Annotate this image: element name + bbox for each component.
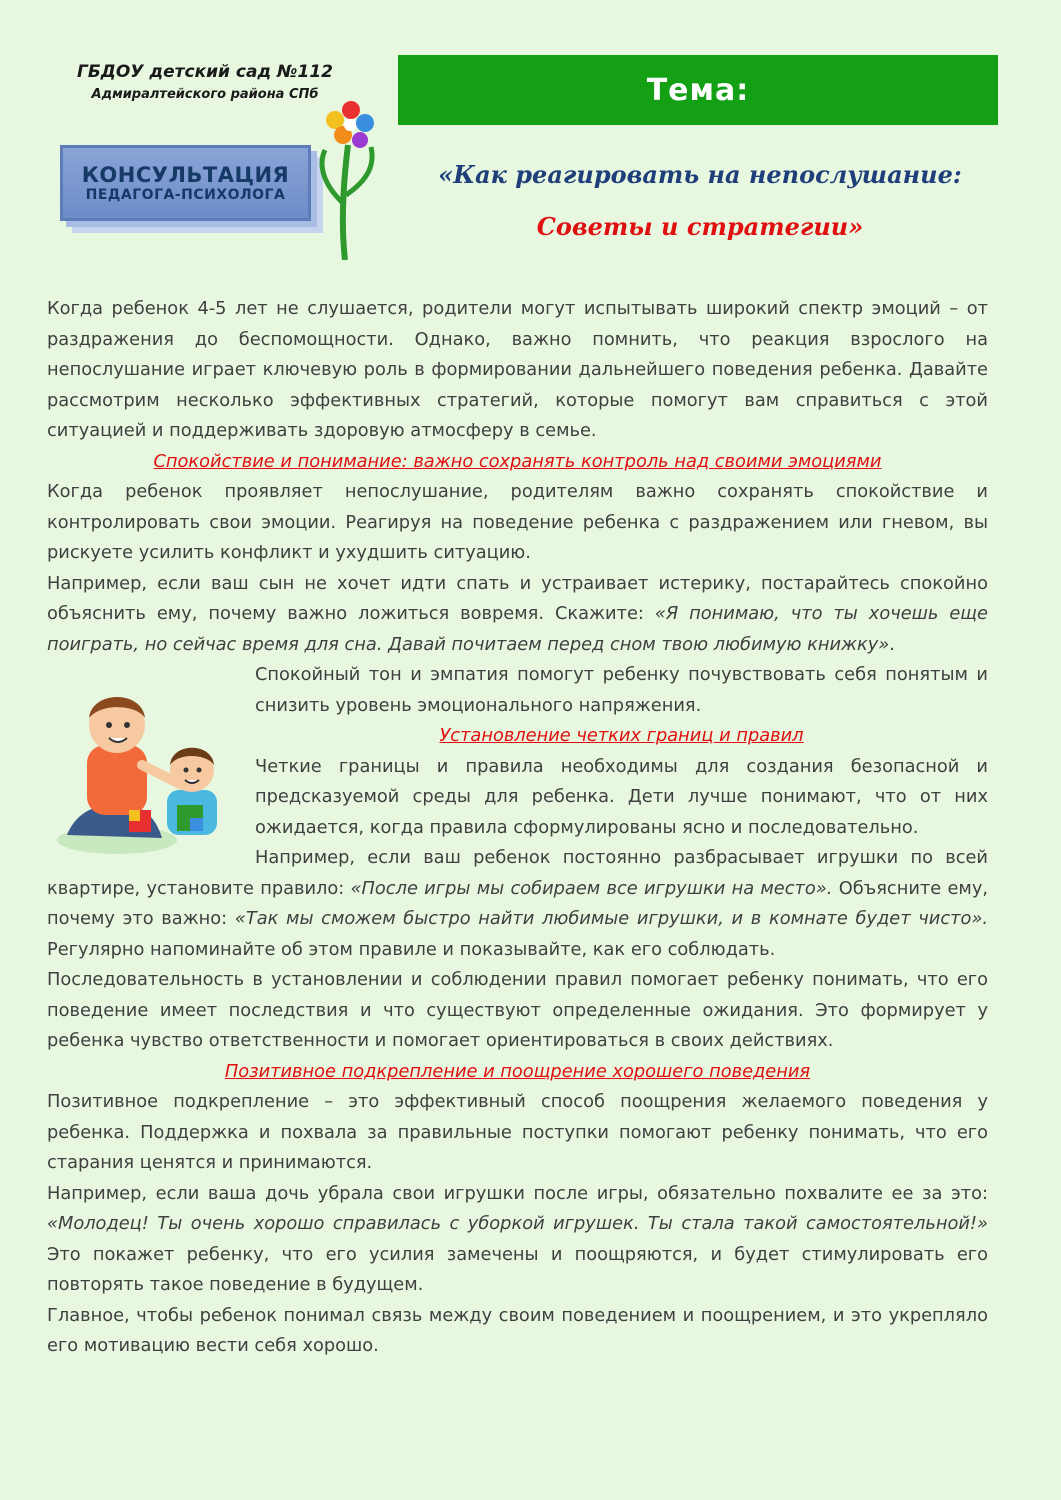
calm-text: Например, если ваш сын не хочет идти спать и устраивает истерику, постарайтесь спокойно объяснить ему, почему важно ложиться вовремя. Скажите: xyxy=(47,572,988,624)
rules-quote-2: «Так мы сможем быстро найти любимые игрушки, и в комнате будет чисто». xyxy=(234,908,988,929)
intro-paragraph: Когда ребенок 4-5 лет не слушается, родители могут испытывать широкий спектр эмоций – от раздражения до беспомощности. Однако, важно помнить, что реакция взрослого на непослушание играет ключевую роль в формировании дальнейшего поведения ребенка. Давайте рассмотрим несколько эффективных стратегий, которые помогут вам справиться с этой ситуацией и поддерживать здоровую атмосферу в семье. xyxy=(47,298,988,441)
org-logo xyxy=(55,55,385,255)
parent-child-illustration xyxy=(47,670,247,860)
reinforcement-paragraph-2 xyxy=(47,1179,988,1301)
section-heading-reinforcement: Позитивное подкрепление и поощрение хорошего поведения xyxy=(224,1060,811,1082)
rules-paragraph-3: Последовательность в установлении и соблюдении правил помогает ребенку понимать, что его поведение имеет последствия и что существуют определенные ожидания. Это формирует у ребенка чувство ответственности и помогает ориентироваться в своих действиях. xyxy=(47,969,988,1051)
parent-child-icon xyxy=(47,670,247,860)
reinforcement-paragraph-3: Главное, чтобы ребенок понимал связь между своим поведением и поощрением, и это укрепляло его мотивацию вести себя хорошо. xyxy=(47,1304,988,1356)
section-heading-calm: Спокойствие и понимание: важно сохранять контроль над своими эмоциями xyxy=(153,450,882,472)
rules-text-a: Например, если ваш ребенок постоянно разбрасывает игрушки по всей квартире, установите правило: xyxy=(47,847,988,899)
calm-text-end: . xyxy=(889,633,895,655)
consultation-badge xyxy=(60,145,311,221)
rules-paragraph-1: Четкие границы и правила необходимы для создания безопасной и предсказуемой среды для ребенка. Дети лучше понимают, что от них ожидается, когда правила сформулированы ясно и последовательно. xyxy=(255,755,988,838)
calm-paragraph-3: Спокойный тон и эмпатия помогут ребенку почувствовать себя понятым и снизить уровень эмоционального напряжения. xyxy=(255,664,988,716)
flower-icon xyxy=(313,85,383,260)
reinforcement-quote: «Молодец! Ты очень хорошо справилась с уборкой игрушек. Ты стала такой самостоятельной!» xyxy=(47,1213,988,1234)
rules-paragraph-2 xyxy=(47,843,988,965)
topic-banner xyxy=(398,55,998,125)
page-title: «Как реагировать на непослушание: xyxy=(438,160,962,189)
section-heading-rules: Установление четких границ и правил xyxy=(439,725,804,746)
page-subtitle: Советы и стратегии» xyxy=(536,212,864,241)
org-name: ГБДОУ детский сад №112 xyxy=(76,62,333,82)
reinforcement-text-a: Например, если ваша дочь убрала свои игрушки после игры, обязательно похвалите ее за это: xyxy=(47,1182,988,1204)
org-district: Адмиралтейского района СПб xyxy=(91,87,319,102)
reinforcement-text-b: Это покажет ребенку, что его усилия замечены и поощряются, и будет стимулировать его повторять такое поведение в будущем. xyxy=(47,1243,988,1295)
rules-text-c: Регулярно напоминайте об этом правиле и показывайте, как его соблюдать. xyxy=(47,938,776,960)
article-body xyxy=(47,294,988,1362)
rules-quote-1: «После игры мы собираем все игрушки на место». xyxy=(350,877,833,899)
calm-paragraph-1: Когда ребенок проявляет непослушание, родителям важно сохранять спокойствие и контролировать свои эмоции. Реагируя на поведение ребенка с раздражением или гневом, вы рискуете усилить конфликт и ухудшить ситуацию. xyxy=(47,481,988,563)
calm-paragraph-2 xyxy=(47,569,988,661)
reinforcement-paragraph-1: Позитивное подкрепление – это эффективный способ поощрения желаемого поведения у ребенка. Поддержка и похвала за правильные поступки помогают ребенку понимать, что его старания ценятся и принимаются. xyxy=(47,1091,988,1173)
badge-subtitle: ПЕДАГОГА-ПСИХОЛОГА xyxy=(85,187,286,203)
rules-text-b: Объясните ему, почему это важно: xyxy=(47,877,989,929)
calm-quote: «Я понимаю, что ты хочешь еще поиграть, но сейчас время для сна. Давай почитаем перед сном твою любимую книжку» xyxy=(47,603,988,655)
topic-label: Тема: xyxy=(646,72,750,108)
badge-title: КОНСУЛЬТАЦИЯ xyxy=(81,163,290,187)
